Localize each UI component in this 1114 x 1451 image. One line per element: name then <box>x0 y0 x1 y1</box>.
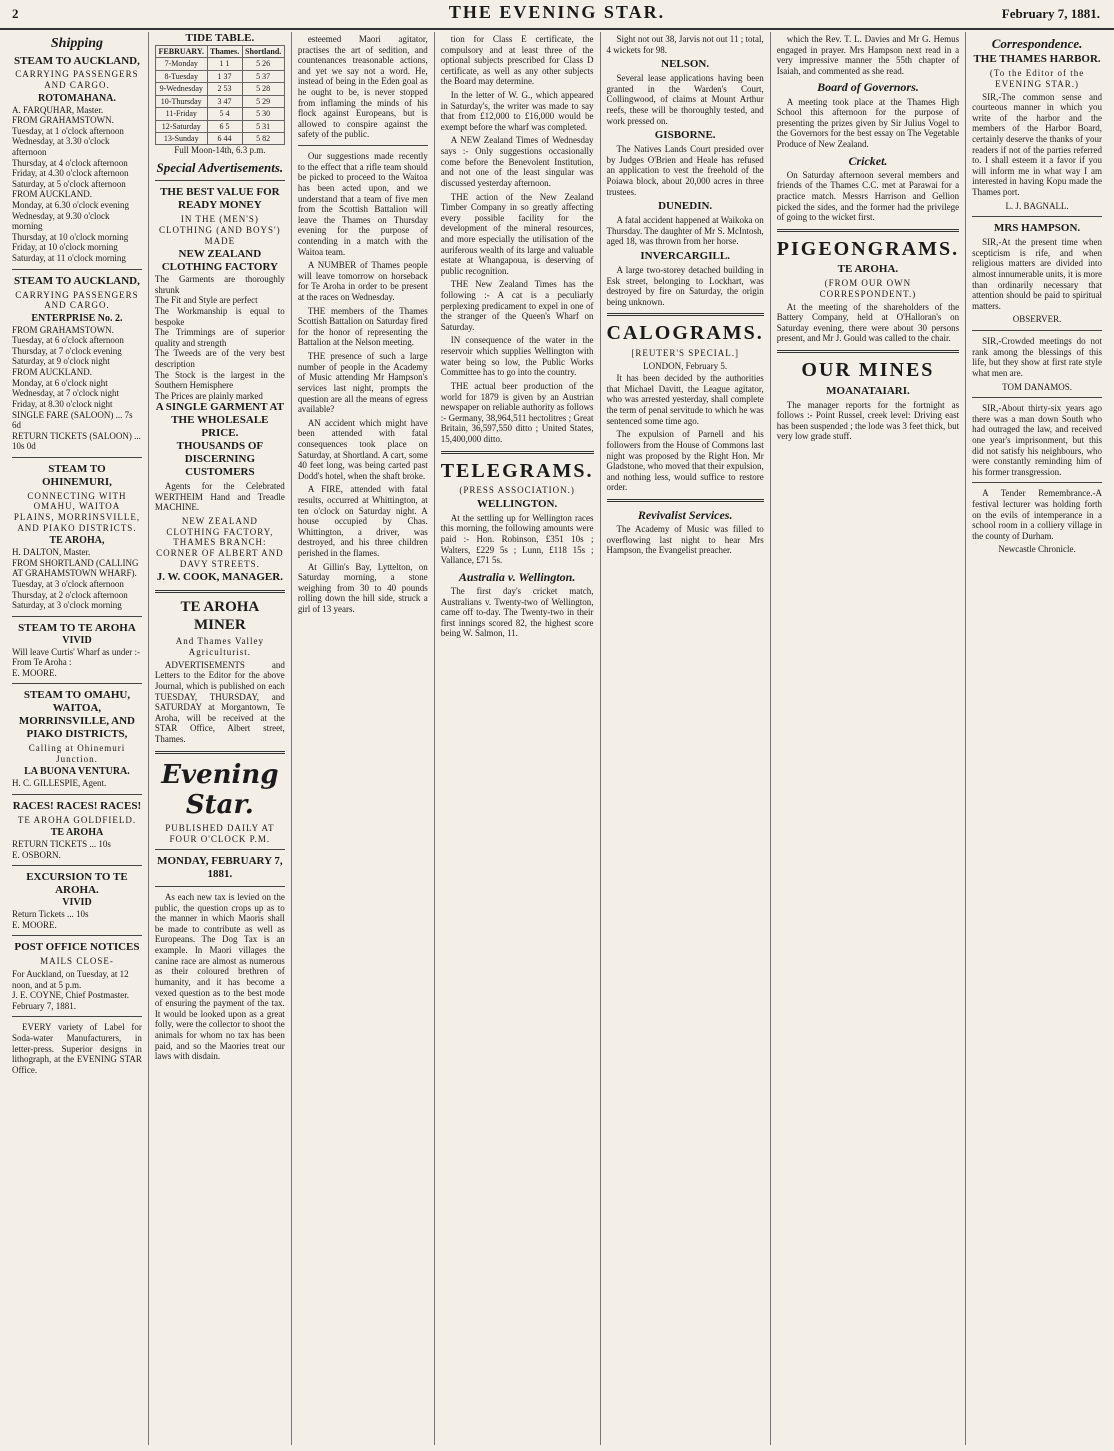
tide-cell: 5 29 <box>242 95 284 107</box>
shipping-title: EXCURSION TO TE AROHA. <box>26 871 128 897</box>
invercargill-heading: INVERCARGILL. <box>640 250 730 263</box>
shipping-notice <box>12 55 142 264</box>
ship-name: LA BUONA VENTURA. <box>24 766 130 778</box>
shipping-sub: CARRYING PASSENGERS AND CARGO. <box>15 69 139 91</box>
single-garment: A SINGLE GARMENT AT THE WHOLESALE PRICE. <box>155 401 284 440</box>
miner-sub: And Thames Valley Agriculturist. <box>175 636 264 658</box>
schedule-line: Will leave Curtis' Wharf as under :- <box>12 646 141 657</box>
schedule-line: RETURN TICKETS ... 10s <box>12 839 111 850</box>
tide-cell: 1 37 <box>207 70 242 82</box>
factory-feature: The Prices are plainly marked <box>154 390 263 401</box>
schedule-line: Thursday, at 7 o'clock evening <box>12 345 122 356</box>
divider <box>972 216 1102 217</box>
divider <box>12 457 142 458</box>
schedule-line: For Auckland, on Tuesday, at 12 noon, and at 5 p.m. <box>12 968 129 990</box>
divider <box>12 794 142 795</box>
article-para: AN accident which might have been attended with fatal consequences took place on Saturday, at Shortland. A cart, some 40 feet long, was being carted past Dodd's hotel, when the shaft broke. <box>297 417 428 481</box>
shipping-title: RACES! RACES! RACES! <box>12 799 142 812</box>
schedule-line: E. MOORE. <box>12 667 57 678</box>
schedule-line: Wednesday, at 9.30 o'clock morning <box>12 210 110 232</box>
factory-features <box>155 274 285 401</box>
calograms-heading: CALOGRAMS. <box>606 322 764 345</box>
schedule-line: J. E. COYNE, Chief Postmaster. <box>12 990 129 1001</box>
shipping-title: STEAM TO TE AROHA <box>18 621 136 634</box>
shipping-sub: Calling at Ohinemuri Junction. <box>28 743 126 764</box>
article-para: The Natives Lands Court presided over by Judges O'Brien and Heale has refused an application to vest the freehold of the Poiawa block, about 20,000 acres in three trustees. <box>606 144 764 197</box>
schedule-line: Wednesday, at 7 o'clock night <box>12 388 120 399</box>
letter-text: SIR,-About thirty-six years ago there was a man down South who had outraged the law, and received one year's imprisonment, but this did not satisfy his neighbours, who were constantly reminding him of his former transgression. <box>972 403 1103 477</box>
tide-cell: 11-Friday <box>155 108 207 120</box>
schedule-line: Return Tickets ... 10s <box>12 909 89 920</box>
shipping-sub: MAILS CLOSE- <box>40 956 114 967</box>
schedule-line: FROM AUCKLAND. <box>12 189 93 200</box>
tide-cell: 3 47 <box>207 95 242 107</box>
article-para: In the letter of W. G., which appeared in Saturday's, the writer was made to say that from £12,000 to £16,000 would be exempt before the wharf was completed. <box>440 90 594 132</box>
tide-header-row <box>155 45 284 57</box>
article-para: The Academy of Music was filled to overflowing last night to hear Mrs Hampson, the Evangelist preacher. <box>606 524 764 556</box>
shipping-notice <box>12 616 142 679</box>
shipping-sub: TE AROHA GOLDFIELD. <box>17 814 137 825</box>
shipping-sub: CONNECTING WITH OMAHU, WAITOA PLAINS, MORRINSVILLE, AND PIAKO DISTRICTS. <box>13 490 141 533</box>
article-para: At the settling up for Wellington races this morning, the following amounts were paid :- Hon. Robinson, £351 10s ; Walters, £229 5s ; Lunn, £118 15s ; Vallance, £71 5s. <box>440 512 594 566</box>
tide-row <box>155 95 284 107</box>
shipping-title: STEAM TO OHINEMURI, <box>41 462 112 488</box>
schedule-line: Tuesday, at 6 o'clock afternoon <box>12 335 124 346</box>
best-value-sub: IN THE (MEN'S) CLOTHING (AND BOYS') MADE <box>159 214 281 246</box>
telegrams-heading: TELEGRAMS. <box>440 459 594 482</box>
article-para: The expulsion of Parnell and his followers from the House of Commons last night was proposed by the Right Hon. Mr Gladstone, who moved that their expulsion, and nothing less, would suffice to restore order. <box>606 429 764 493</box>
shipping-notice <box>12 457 142 611</box>
shipping-notice <box>12 935 142 1011</box>
schedule-line: Wednesday, at 3.30 o'clock afternoon <box>12 136 110 157</box>
divider <box>12 1016 142 1017</box>
ship-name: TE AROHA <box>50 827 104 839</box>
tide-cell: 1 1 <box>207 58 242 70</box>
shipping-heading: Shipping <box>50 36 104 51</box>
issue-date: February 7, 1881. <box>1001 6 1100 21</box>
article-para: It has been decided by the authorities that Michael Davitt, the League agitator, who was arrested yesterday, shall complete the term of penal servitude to which he was sentenced some time ago. <box>606 373 764 426</box>
schedule-line: A. FARQUHAR, Master. <box>12 104 104 115</box>
tide-row <box>155 108 284 120</box>
schedule-line: Saturday, at 9 o'clock night <box>12 356 110 367</box>
our-mines-heading: OUR MINES <box>801 359 935 382</box>
divider <box>12 616 142 617</box>
tide-table <box>155 45 285 146</box>
divider <box>972 397 1102 398</box>
tide-row <box>155 70 284 82</box>
article-para: A meeting took place at the Thames High School this afternoon for the purpose of presenting the prizes given by Sir Julius Vogel to the Governors for the best essay on The Vegetable Produce of New Zealand. <box>776 96 960 150</box>
miner-heading: TE AROHA MINER <box>180 599 260 633</box>
tide-cell: 5 28 <box>242 83 284 95</box>
tide-cell: 8-Tuesday <box>155 70 207 82</box>
article-para: A NEW Zealand Times of Wednesday says :- Only suggestions occasionally come before the Benevolent Institution, and not one of the least singular was discussed yesterday afternoon. <box>440 135 594 188</box>
tide-header-cell: FEBRUARY. <box>155 45 207 57</box>
best-value-title: THE BEST VALUE FOR READY MONEY <box>160 186 280 212</box>
letter-signature: TOM DANAMOS. <box>1002 381 1072 392</box>
divider <box>155 180 285 181</box>
governors-heading: Board of Governors. <box>817 80 919 95</box>
hampson-heading: MRS HAMPSON. <box>993 222 1081 235</box>
schedule-line: Tuesday, at 1 o'clock afternoon <box>12 125 124 136</box>
published-line: PUBLISHED DAILY AT FOUR O'CLOCK P.M. <box>165 822 275 844</box>
cricket-heading: Cricket. <box>848 153 888 168</box>
schedule-line: H. DALTON, Master. <box>12 547 91 558</box>
article-para: The first day's cricket match, Australians v. Twenty-two of Wellington, came off to-day. The Twenty-two in their first innings scored 82, the highest score being W. Salmon, 11. <box>440 585 594 639</box>
column-news-2 <box>435 32 601 1445</box>
london-dateline: LONDON, February 5. <box>643 360 728 371</box>
tide-body <box>155 58 284 145</box>
leader-text: As each new tax is levied on the public, the question crops up as to the manner in which Maoris shall be made to contribute as well as Europeans. The Dog Tax is an example. In Maori villages the canine race are almost as numerous as their coloured brethren of humanity, and it has become a vexed question as to the best mode of ensuring the payment of the tax. It would be looked upon as a great folly, were the collector to shoot the animals for whom no tax has been paid, and so the Maories treat our laws with disdain. <box>154 892 285 1062</box>
schedule-line: Monday, at 6 o'clock night <box>12 377 108 388</box>
article-para: Our suggestions made recently to the effect that a rifle team should be picked to proceed to the Waitoa has been acted upon, and we understand that a team of five men from the Scottish Battalion will leave the Thames on Thursday evening for the purpose of contending in a match with the Waitoa team. <box>297 151 428 257</box>
schedule-line: FROM SHORTLAND (CALLING AT GRAHAMSTOWN WHARF). <box>12 557 139 579</box>
tide-cell: 2 53 <box>207 83 242 95</box>
article-para: THE actual beer production of the world for 1879 is given by an Austrian newspaper on reliable authority as follows :- Germany, 38,964,511 hectolitres ; Great Britain, 36,597,550 ditto ; United States, 15,400,000 ditto. <box>440 380 594 444</box>
schedule-line: Thursday, at 4 o'clock afternoon <box>12 157 128 168</box>
divider <box>607 313 764 316</box>
ship-name: ROTOMAHANA. <box>38 92 116 104</box>
tide-cell: 12-Saturday <box>155 120 207 132</box>
schedule-line: FROM GRAHAMSTOWN. <box>12 115 114 126</box>
schedule-line: FROM AUCKLAND. <box>12 367 93 378</box>
evening-star-logo: Evening Star. <box>161 759 279 821</box>
ship-name: TE AROHA, <box>49 535 105 547</box>
pigeongrams-heading: PIGEONGRAMS. <box>776 237 960 260</box>
tide-cell: 6 5 <box>207 120 242 132</box>
ship-name: VIVID <box>62 897 92 909</box>
factory-feature: The Fit and Style are perfect <box>154 295 258 306</box>
correspondence-heading: Correspondence. <box>991 36 1083 51</box>
letter-text: SIR,-Crowded meetings do not rank among the blessings of this life, but they show at first rate style what men are. <box>972 336 1103 378</box>
schedule-line: Friday, at 4.30 o'clock afternoon <box>12 168 129 179</box>
article-para: On Saturday afternoon several members and friends of the Thames C.C. met at Parawai for a practice match. Messrs Harrison and Gellion picked the sides, and the former had the privilege of going to the wicket first. <box>776 169 960 223</box>
factory-feature: The Workmanship is equal to bespoke <box>154 305 285 327</box>
schedule-line: Tuesday, at 3 o'clock afternoon <box>12 578 124 589</box>
factory-feature: The Stock is the largest in the Southern Hemisphere <box>154 369 285 391</box>
tide-table-title: TIDE TABLE. <box>185 32 255 44</box>
divider <box>12 683 142 684</box>
newspaper-title: THE EVENING STAR. <box>448 2 666 22</box>
ship-name: VIVID <box>62 634 92 646</box>
harbor-heading: THE THAMES HARBOR. <box>973 53 1101 66</box>
divider <box>777 350 959 353</box>
article-para: A Tender Remembrance.-A festival lecturer was holding forth on the evils of intemperance in a school room in a colliery village in the county of Durham. <box>972 488 1103 541</box>
shipping-title: STEAM TO AUCKLAND, <box>14 54 140 67</box>
agents-line: Agents for the Celebrated WERTHEIM Hand and Treadle MACHINE. <box>154 481 285 513</box>
letter-signature: OBSERVER. <box>1012 314 1062 325</box>
shipping-notice <box>12 865 142 930</box>
divider <box>607 499 764 502</box>
thousands-customers: THOUSANDS OF DISCERNING CUSTOMERS <box>176 440 264 479</box>
factory-feature: The Trimmings are of superior quality and strength <box>154 327 285 348</box>
tide-cell: 13-Sunday <box>155 133 207 145</box>
shipping-title: STEAM TO OMAHU, WAITOA, MORRINSVILLE, AND PIAKO DISTRICTS, <box>18 689 136 741</box>
schedule-line: Thursday, at 2 o'clock afternoon <box>12 589 128 600</box>
tide-cell: 6 44 <box>207 133 242 145</box>
revivalist-heading: Revivalist Services. <box>637 507 733 522</box>
column-news-4 <box>771 32 966 1445</box>
dunedin-heading: DUNEDIN. <box>658 200 713 213</box>
letter-text: SIR,-The common sense and courteous manner in which you write of the harbor and the members of the Harbor Board, certainly deserve the thanks of your readers if not of the parties referred to. I shall esteem it a favor if you will inform me in what way I am interested in having Kopu made the Thames port. <box>972 91 1103 197</box>
to-editor: (To the Editor of the EVENING STAR.) <box>989 68 1085 89</box>
article-para: A fatal accident happened at Waikoka on Thursday. The daughter of Mr S. McIntosh, aged 18, was thrown from her horse. <box>606 215 764 247</box>
divider <box>972 482 1102 483</box>
divider <box>441 451 594 454</box>
column-shipping <box>6 32 149 1445</box>
own-correspondent: (FROM OUR OWN CORRESPONDENT.) <box>819 278 917 300</box>
moanataiari-heading: MOANATAIARI. <box>826 384 910 397</box>
shipping-notice <box>12 794 142 861</box>
article-para: At the meeting of the shareholders of the Battery Company, held at O'Halloran's on Saturday evening, there were about 30 persons present, and Mr J. Gould was called to the chair. <box>776 301 960 344</box>
shipping-title: STEAM TO AUCKLAND, <box>14 274 140 287</box>
divider <box>155 849 285 850</box>
gisborne-heading: GISBORNE. <box>654 129 716 142</box>
manager-name: J. W. COOK, MANAGER. <box>156 571 283 584</box>
nelson-heading: NELSON. <box>661 58 710 71</box>
schedule-line: H. C. GILLESPIE, Agent. <box>12 778 107 789</box>
press-association: (PRESS ASSOCIATION.) <box>459 485 575 496</box>
te-aroha-heading: TE AROHA. <box>837 263 899 276</box>
divider <box>12 865 142 866</box>
schedule-line: Friday, at 8.30 o'clock night <box>12 398 113 409</box>
tide-header-cell: Shortland. <box>242 45 284 57</box>
article-para: Sight not out 38, Jarvis not out 11 ; total, 4 wickets for 98. <box>606 34 764 55</box>
tide-cell: 9-Wednesday <box>155 83 207 95</box>
tide-note: Full Moon-14th, 6.3 p.m. <box>174 145 266 156</box>
divider <box>155 886 285 887</box>
tide-cell: 5 4 <box>207 108 242 120</box>
schedule-line: RETURN TICKETS (SALOON) ... 10s 0d <box>12 430 141 452</box>
tide-cell: 5 31 <box>242 120 284 132</box>
divider <box>298 145 428 146</box>
factory-address: NEW ZEALAND CLOTHING FACTORY, THAMES BRANCH: CORNER OF ALBERT AND DAVY STREETS. <box>156 516 284 569</box>
tide-row <box>155 58 284 70</box>
divider <box>972 330 1102 331</box>
divider <box>12 269 142 270</box>
article-para: A FIRE, attended with fatal results, occurred at Whittington, at ten o'clock on Saturday night. A house occupied by Chas. Whittington, a driver, was destroyed, and his three children perished in the flames. <box>297 484 428 559</box>
factory-feature: The Tweeds are of the very best description <box>154 348 285 369</box>
tide-cell: 5 26 <box>242 58 284 70</box>
factory-feature: The Garments are thoroughly shrunk <box>154 274 285 295</box>
article-para: Several lease applications having been granted in the Warden's Court, Collingwood, of claims at Mount Arthur reefs, these will be thoroughly tested, and work pressed on. <box>606 73 764 126</box>
divider <box>155 751 285 754</box>
schedule-line: E. OSBORN. <box>12 849 61 860</box>
schedule-line: Saturday, at 3 o'clock morning <box>12 600 122 611</box>
tide-header-cell: Thames. <box>207 45 242 57</box>
schedule-line: Monday, at 6.30 o'clock evening <box>12 199 130 210</box>
article-para: A NUMBER of Thames people will leave tomorrow on horseback for Te Aroha in order to be present at the races on Wednesday. <box>297 260 428 303</box>
page-number: 2 <box>12 6 19 21</box>
column-news-3 <box>601 32 771 1445</box>
tide-cell: 5 30 <box>242 108 284 120</box>
column-correspondence <box>966 32 1108 1445</box>
masthead <box>0 0 1114 30</box>
australia-heading: Australia v. Wellington. <box>458 569 576 584</box>
divider <box>12 935 142 936</box>
columns <box>6 32 1108 1445</box>
column-news-1 <box>292 32 435 1445</box>
factory-name: NEW ZEALAND CLOTHING FACTORY <box>161 248 278 274</box>
schedule-line: E. MOORE. <box>12 919 57 930</box>
schedule-line: February 7, 1881. <box>12 1000 76 1011</box>
shipping-title: POST OFFICE NOTICES <box>14 941 140 954</box>
tide-row <box>155 120 284 132</box>
ship-name: ENTERPRISE No. 2. <box>31 312 123 324</box>
schedule-line: FROM GRAHAMSTOWN. <box>12 324 114 335</box>
schedule-line: Friday, at 10 o'clock morning <box>12 242 118 253</box>
tide-row <box>155 83 284 95</box>
schedule-line: SINGLE FARE (SALOON) ... 7s 6d <box>12 409 133 431</box>
article-para: esteemed Maori agitator, practises the art of sedition, and countenances treasonable actions, and yet we say not a word. He, instead of being in the Eden goal as he ought to be, is never stopped from inflaming the minds of his flock against Europeans, but is allowed to conspire against the safety of the public. <box>297 34 428 140</box>
divider <box>155 590 285 593</box>
special-ads-heading: Special Advertisements. <box>156 160 284 176</box>
divider <box>777 229 959 232</box>
article-para: The manager reports for the fortnight as follows :- Point Russel, creek level: Driving east has been suspended ; the lode was 3 feet thick, but very low grade stuff. <box>776 399 960 442</box>
tide-cell: 5 82 <box>242 133 284 145</box>
article-para: IN consequence of the water in the reservoir which supplies Wellington with water being so low, the Public Works Committee has to go into the country. <box>440 335 594 378</box>
source-credit: Newcastle Chronicle. <box>998 544 1076 555</box>
tide-cell: 10-Thursday <box>155 95 207 107</box>
schedule-line: Saturday, at 5 o'clock afternoon <box>12 178 126 189</box>
ship-list <box>12 55 142 1012</box>
schedule-line: Saturday, at 11 o'clock morning <box>12 253 126 264</box>
dateline: MONDAY, FEBRUARY 7, 1881. <box>157 855 283 881</box>
schedule-line: Thursday, at 10 o'clock morning <box>12 231 129 242</box>
shipping-notice <box>12 269 142 452</box>
tide-cell: 7-Monday <box>155 58 207 70</box>
article-para: A large two-storey detached building in Esk street, belonging to Lockhart, was destroyed by fire on Saturday, the origin being unknown. <box>606 265 764 307</box>
article-para: tion for Class E certificate, the compulsory and at least three of the optional subjects prescribed for Class D certificate, as well as any other subjects the Board may determine. <box>440 34 594 87</box>
tide-row <box>155 133 284 145</box>
schedule-line: From Te Aroha : <box>12 657 72 668</box>
article-para: THE New Zealand Times has the following :- A cat is a peculiarly perplexing predicament to expel in one of the stranger of the Queen's Wharf on Saturday. <box>440 279 594 332</box>
article-para: THE action of the New Zealand Timber Company in so greatly affecting every possible facility for the development of the mineral resources, and more especially the utilisation of the auriferous wealth of its large and valuable estate at Whangapoua, is deserving of public recognition. <box>440 191 594 276</box>
letter-text: SIR,-At the present time when scepticism is rife, and when religious matters are divided into almost innumerable units, it is more than ordinarily necessary that attention should be paid to spiritual matters. <box>972 237 1103 311</box>
reuter-special: [REUTER'S SPECIAL.] <box>631 348 739 359</box>
shipping-sub: CARRYING PASSENGERS AND CARGO. <box>15 289 139 311</box>
article-para: THE members of the Thames Scottish Battalion on Saturday fired for the honor of representing the Battalion at the Nelson meeting. <box>297 305 428 348</box>
article-para: which the Rev. T. L. Davies and Mr G. Hemus engaged in prayer. Mrs Hampson next read in a very impressive manner the 55th chapter of Isaiah, and commented as she read. <box>776 34 960 76</box>
shipping-notice <box>12 683 142 789</box>
miner-text: ADVERTISEMENTS and Letters to the Editor for the above Journal, which is published on each TUESDAY, THURSDAY, and SATURDAY at Morgantown, Te Aroha, will be received at the STAR Office, Albert street, Thames. <box>154 659 285 744</box>
article-para: At Gillin's Bay, Lyttelton, on Saturday morning, a stone weighing from 30 to 40 pounds rolling down the hill side, struck a girl of 13 years. <box>297 561 428 615</box>
wellington-heading: WELLINGTON. <box>477 497 558 510</box>
letter-signature: L. J. BAGNALL. <box>1005 200 1069 211</box>
label-ad: EVERY variety of Label for Soda-water Manufacturers, in letter-press. Superior designs in lithograph, at the EVENING STAR Office. <box>12 1022 142 1075</box>
tide-cell: 5 37 <box>242 70 284 82</box>
column-ads <box>149 32 292 1445</box>
article-para: THE presence of such a large number of people in the Academy of Music attending Mr Hampson's services last night, prompts the question are all the means of egress available? <box>297 351 428 415</box>
